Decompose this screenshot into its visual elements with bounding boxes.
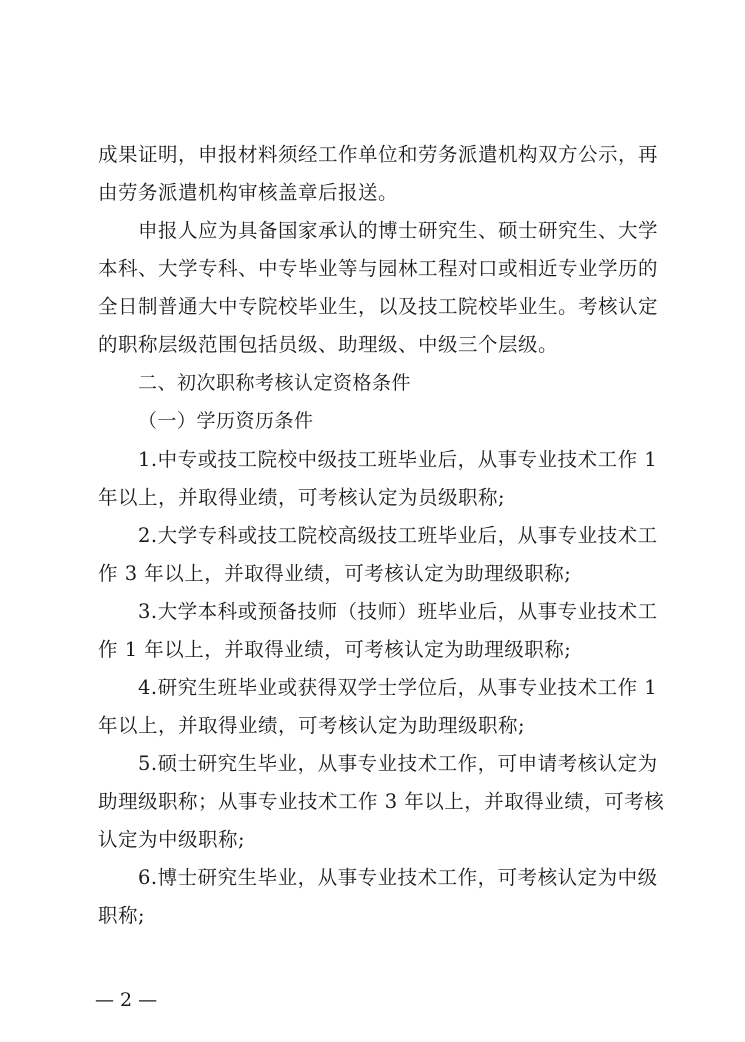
list-item-line: 2.大学专科或技工院校高级技工班毕业后，从事专业技术工: [138, 524, 658, 547]
page-number: — 2 —: [95, 989, 158, 1011]
subsection-heading: （一）学历资历条件: [138, 410, 314, 432]
paragraph-line: 本科、大学专科、中专毕业等与园林工程对口或相近专业学历的: [98, 257, 659, 280]
list-item-line: 6.博士研究生毕业，从事专业技术工作，可考核认定为中级: [138, 866, 658, 889]
list-item-line: 年以上，并取得业绩，可考核认定为员级职称;: [98, 486, 506, 509]
list-item-line: 1.中专或技工院校中级技工班毕业后，从事专业技术工作 1: [138, 448, 658, 471]
paragraph-line: 全日制普通大中专院校毕业生，以及技工院校毕业生。考核认定: [98, 295, 659, 318]
list-item-line: 作 1 年以上，并取得业绩，可考核认定为助理级职称;: [98, 638, 572, 661]
list-item-line: 年以上，并取得业绩，可考核认定为助理级职称;: [98, 714, 526, 737]
paragraph-line: 由劳务派遣机构审核盖章后报送。: [98, 181, 399, 204]
list-item-line: 职称;: [98, 904, 146, 927]
list-item-line: 作 3 年以上，并取得业绩，可考核认定为助理级职称;: [98, 562, 572, 585]
paragraph-line: 的职称层级范围包括员级、助理级、中级三个层级。: [98, 333, 559, 356]
list-item-line: 认定为中级职称;: [98, 828, 246, 851]
list-item-line: 助理级职称；从事专业技术工作 3 年以上，并取得业绩，可考核: [98, 790, 665, 813]
list-item-line: 4.研究生班毕业或获得双学士学位后，从事专业技术工作 1: [138, 676, 658, 699]
list-item-line: 3.大学本科或预备技师（技师）班毕业后，从事专业技术工: [138, 600, 658, 623]
section-heading: 二、初次职称考核认定资格条件: [138, 372, 412, 394]
list-item-line: 5.硕士研究生毕业，从事专业技术工作，可申请考核认定为: [138, 752, 658, 775]
paragraph-line: 成果证明，申报材料须经工作单位和劳务派遣机构双方公示，再: [98, 143, 659, 166]
paragraph-line: 申报人应为具备国家承认的博士研究生、硕士研究生、大学: [138, 219, 659, 242]
